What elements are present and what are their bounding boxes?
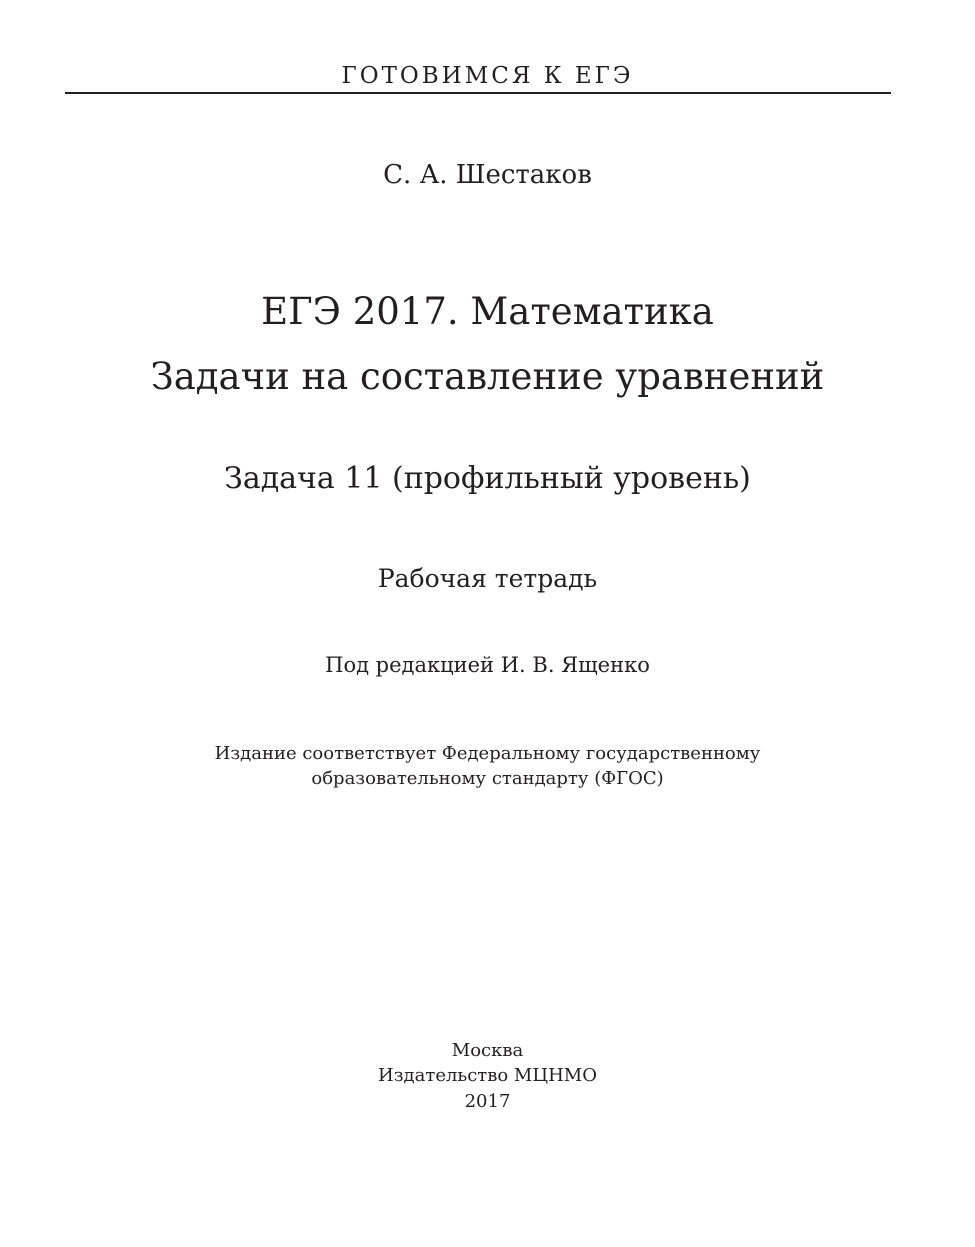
standard-note-line-1: Издание соответствует Федеральному государственному — [214, 743, 761, 764]
imprint-city: Москва — [451, 1040, 524, 1061]
imprint-publisher: Издательство МЦНМО — [378, 1065, 597, 1086]
imprint-year: 2017 — [464, 1091, 511, 1112]
workbook-label: Рабочая тетрадь — [377, 564, 598, 593]
author-name: С. А. Шестаков — [383, 160, 592, 190]
standard-note-line-2: образовательному стандарту (ФГОС) — [311, 768, 664, 789]
header-rule — [65, 92, 891, 94]
book-title-line-2: Задачи на составление уравнений — [150, 355, 825, 398]
task-subtitle: Задача 11 (профильный уровень) — [224, 461, 751, 496]
editor-credit: Под редакцией И. В. Ященко — [325, 653, 650, 677]
series-title: ГОТОВИМСЯ К ЕГЭ — [341, 63, 634, 89]
book-title-line-1: ЕГЭ 2017. Математика — [261, 290, 714, 333]
